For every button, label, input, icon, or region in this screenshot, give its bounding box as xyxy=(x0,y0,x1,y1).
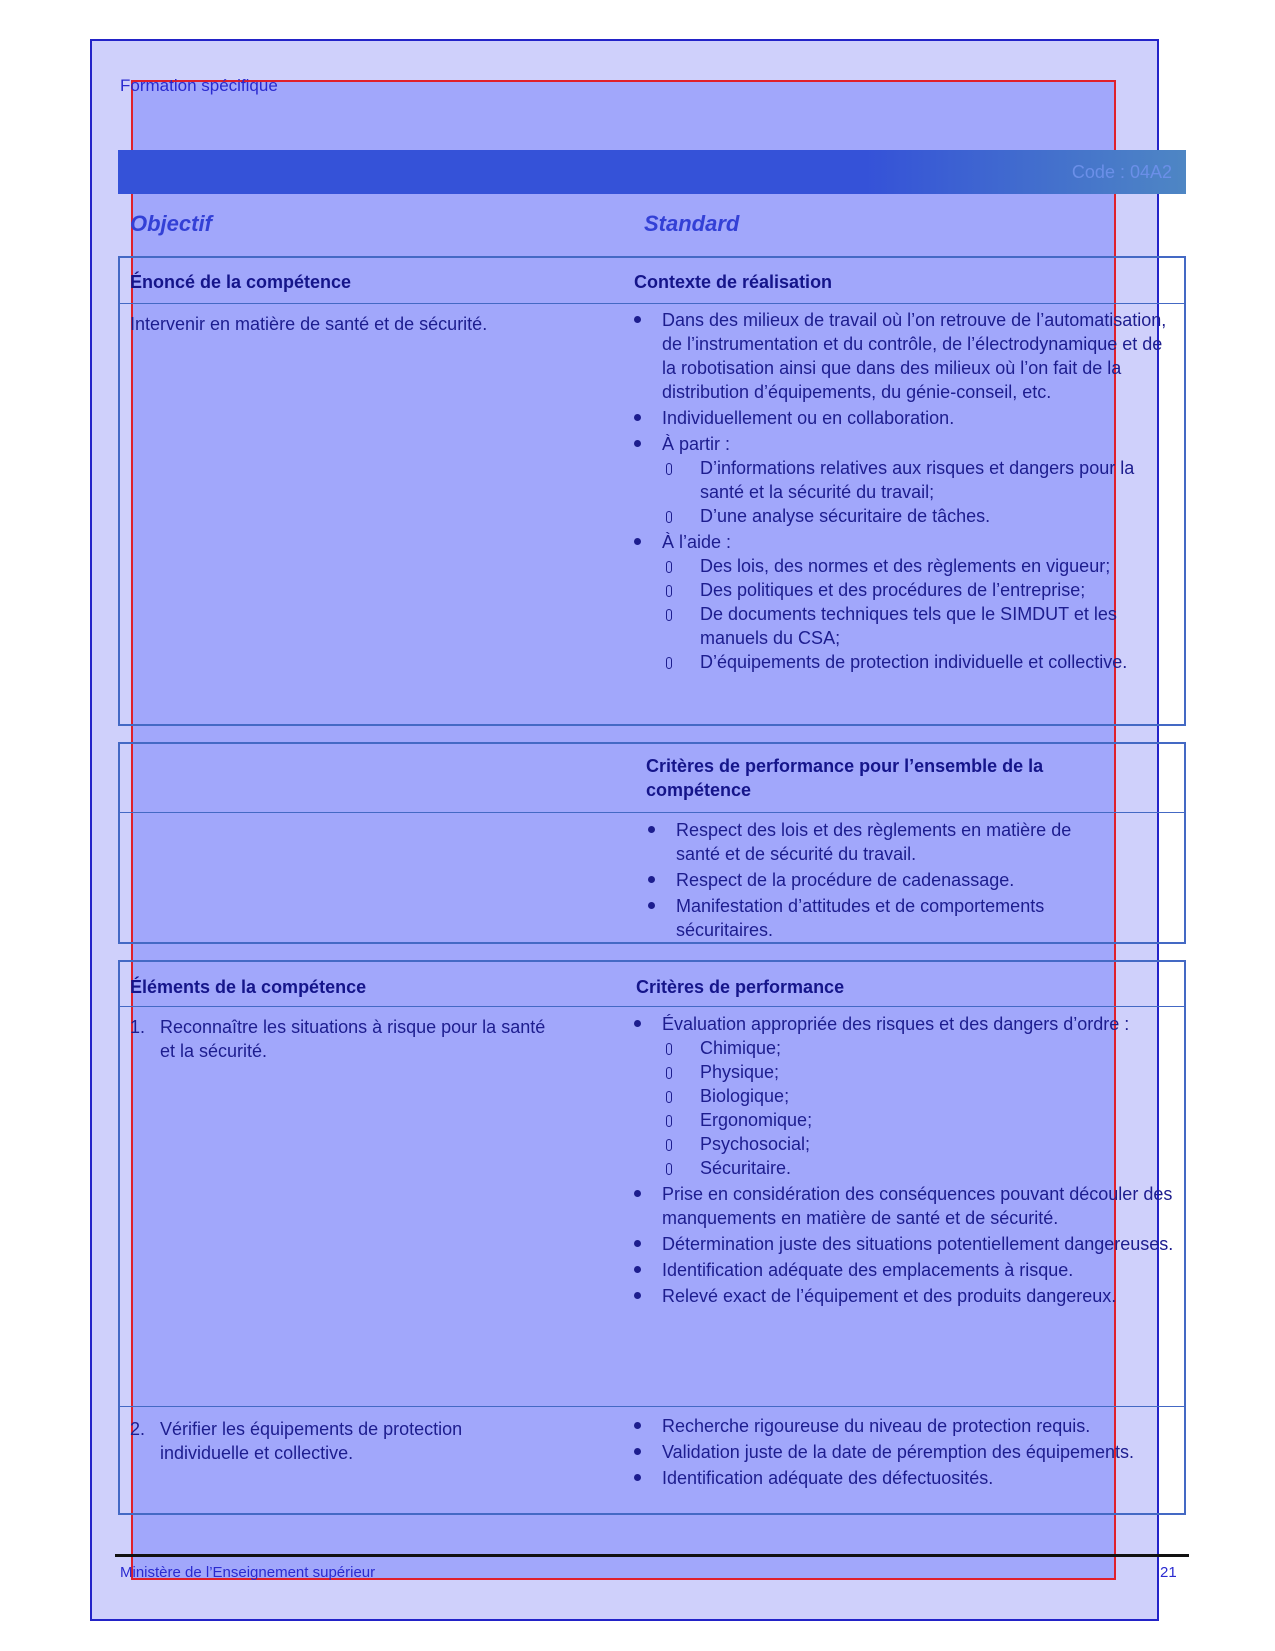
sub-list-item xyxy=(662,650,1177,674)
sub-list-item-text: Chimique; xyxy=(700,1038,782,1058)
sub-list-item-text: Des lois, des normes et des règlements en vigueur; xyxy=(700,556,1111,576)
sub-bullet-icon xyxy=(666,1043,672,1055)
sub-list-item xyxy=(662,1132,1182,1156)
row-divider xyxy=(120,1406,1184,1407)
list-item-text: Respect de la procédure de cadenassage. xyxy=(676,870,1015,890)
list-item-text: Individuellement ou en collaboration. xyxy=(662,408,955,428)
list-item xyxy=(632,1284,1182,1308)
elements-table xyxy=(118,960,1186,1515)
sub-bullet-icon xyxy=(666,1115,672,1127)
bullet-icon xyxy=(648,876,655,883)
context-list xyxy=(632,308,1177,676)
list-item xyxy=(632,1182,1182,1230)
list-item xyxy=(632,1414,1182,1438)
list-item xyxy=(632,406,1177,430)
list-item-text: Recherche rigoureuse du niveau de protection requis. xyxy=(662,1416,1091,1436)
sub-list-item xyxy=(662,504,1177,528)
overall-criteria-list xyxy=(646,818,1116,944)
element-number: 2. xyxy=(130,1419,146,1439)
sub-list-item xyxy=(662,1060,1182,1084)
contexte-header: Contexte de réalisation xyxy=(634,272,833,292)
competency-code: Code : 04A2 xyxy=(1071,162,1172,182)
list-item xyxy=(632,530,1177,674)
bullet-icon xyxy=(634,1240,641,1247)
element-text: Reconnaître les situations à risque pour la santé et la sécurité. xyxy=(160,1017,546,1061)
sub-list-item xyxy=(662,1156,1182,1180)
sub-bullet-icon xyxy=(666,1067,672,1079)
list-item xyxy=(632,1012,1182,1180)
objective-heading: Objectif xyxy=(130,211,212,236)
list-item-text: Prise en considération des conséquences pouvant découler des manquements en matière de santé et de sécurité. xyxy=(662,1184,1173,1228)
list-item-text: Identification adéquate des emplacements à risque. xyxy=(662,1260,1074,1280)
list-item-text: Validation juste de la date de péremption des équipements. xyxy=(662,1442,1134,1462)
overall-criteria-header: Critères de performance pour l’ensemble de la compétence xyxy=(646,756,1044,800)
code-bar xyxy=(118,150,1186,194)
sub-bullet-icon xyxy=(666,1139,672,1151)
list-item-text: Évaluation appropriée des risques et des dangers d’ordre : xyxy=(662,1014,1130,1034)
sub-list-item xyxy=(662,1084,1182,1108)
list-item-text: Relevé exact de l’équipement et des produits dangereux. xyxy=(662,1286,1117,1306)
section-label: Formation spécifique xyxy=(120,76,278,95)
bullet-icon xyxy=(634,1422,641,1429)
page-number: 21 xyxy=(1160,1564,1177,1581)
sub-bullet-icon xyxy=(666,561,672,573)
list-item xyxy=(632,432,1177,528)
bullet-icon xyxy=(634,440,641,447)
sub-bullet-icon xyxy=(666,1091,672,1103)
bullet-icon xyxy=(648,826,655,833)
bullet-icon xyxy=(634,538,641,545)
sub-list-item-text: D’informations relatives aux risques et dangers pour la santé et la sécurité du travail; xyxy=(700,458,1135,502)
bullet-icon xyxy=(634,1190,641,1197)
sub-list-item-text: Physique; xyxy=(700,1062,780,1082)
list-item xyxy=(646,868,1116,892)
list-item-text: Identification adéquate des défectuosités. xyxy=(662,1468,994,1488)
sub-list-item-text: Psychosocial; xyxy=(700,1134,811,1154)
element-1-criteria xyxy=(632,1012,1182,1310)
sub-list-item-text: Ergonomique; xyxy=(700,1110,813,1130)
enonce-header: Énoncé de la compétence xyxy=(130,272,352,292)
list-item xyxy=(646,818,1116,866)
sub-list-item-text: De documents techniques tels que le SIMDUT et les manuels du CSA; xyxy=(700,604,1117,648)
sub-bullet-icon xyxy=(666,1163,672,1175)
element-number: 1. xyxy=(130,1017,146,1037)
bullet-icon xyxy=(634,316,641,323)
competence-statement: Intervenir en matière de santé et de sécurité. xyxy=(130,314,488,334)
footer-rule xyxy=(115,1554,1189,1557)
element-1 xyxy=(130,1015,550,1063)
header-divider xyxy=(120,812,1184,813)
element-2-criteria xyxy=(632,1414,1182,1492)
bullet-icon xyxy=(634,1266,641,1273)
sub-list-item xyxy=(662,602,1177,650)
sub-list-item-text: D’équipements de protection individuelle et collective. xyxy=(700,652,1128,672)
sub-list-item-text: Sécuritaire. xyxy=(700,1158,792,1178)
sub-list-item-text: Biologique; xyxy=(700,1086,790,1106)
bullet-icon xyxy=(648,902,655,909)
bullet-icon xyxy=(634,1474,641,1481)
element-2 xyxy=(130,1417,550,1465)
sub-bullet-icon xyxy=(666,585,672,597)
criteria-header: Critères de performance xyxy=(636,977,845,997)
sub-list-item xyxy=(662,1108,1182,1132)
sub-list-item xyxy=(662,554,1177,578)
element-text: Vérifier les équipements de protection individuelle et collective. xyxy=(160,1419,463,1463)
bullet-icon xyxy=(634,1020,641,1027)
list-item-text: Dans des milieux de travail où l’on retrouve de l’automatisation, de l’instrumentation et du contrôle, de l’électrodynamique et de la robotisation ainsi que dans des milieux où l’on fait de la distribution d’équipements, du génie-conseil, etc. xyxy=(662,310,1167,402)
bullet-icon xyxy=(634,414,641,421)
list-item-text: À l’aide : xyxy=(662,532,732,552)
sub-bullet-icon xyxy=(666,511,672,523)
sub-bullet-icon xyxy=(666,609,672,621)
sub-list-item xyxy=(662,578,1177,602)
header-divider xyxy=(120,303,1184,304)
overall-criteria-table xyxy=(118,742,1186,944)
list-item-text: Manifestation d’attitudes et de comportements sécuritaires. xyxy=(676,896,1045,940)
footer-ministry: Ministère de l’Enseignement supérieur xyxy=(120,1564,376,1581)
competence-table xyxy=(118,256,1186,726)
sub-list-item-text: D’une analyse sécuritaire de tâches. xyxy=(700,506,991,526)
sub-list-item-text: Des politiques et des procédures de l’entreprise; xyxy=(700,580,1086,600)
list-item-text: Détermination juste des situations potentiellement dangereuses. xyxy=(662,1234,1174,1254)
list-item-text: À partir : xyxy=(662,434,731,454)
elements-header: Éléments de la compétence xyxy=(130,977,367,997)
list-item xyxy=(632,308,1177,404)
list-item xyxy=(646,894,1116,942)
sub-list-item xyxy=(662,1036,1182,1060)
sub-bullet-icon xyxy=(666,463,672,475)
list-item-text: Respect des lois et des règlements en matière de santé et de sécurité du travail. xyxy=(676,820,1072,864)
header-divider xyxy=(120,1006,1184,1007)
list-item xyxy=(632,1440,1182,1464)
standard-heading: Standard xyxy=(644,211,740,236)
list-item xyxy=(632,1258,1182,1282)
list-item xyxy=(632,1232,1182,1256)
sub-bullet-icon xyxy=(666,657,672,669)
bullet-icon xyxy=(634,1292,641,1299)
list-item xyxy=(632,1466,1182,1490)
sub-list-item xyxy=(662,456,1177,504)
bullet-icon xyxy=(634,1448,641,1455)
